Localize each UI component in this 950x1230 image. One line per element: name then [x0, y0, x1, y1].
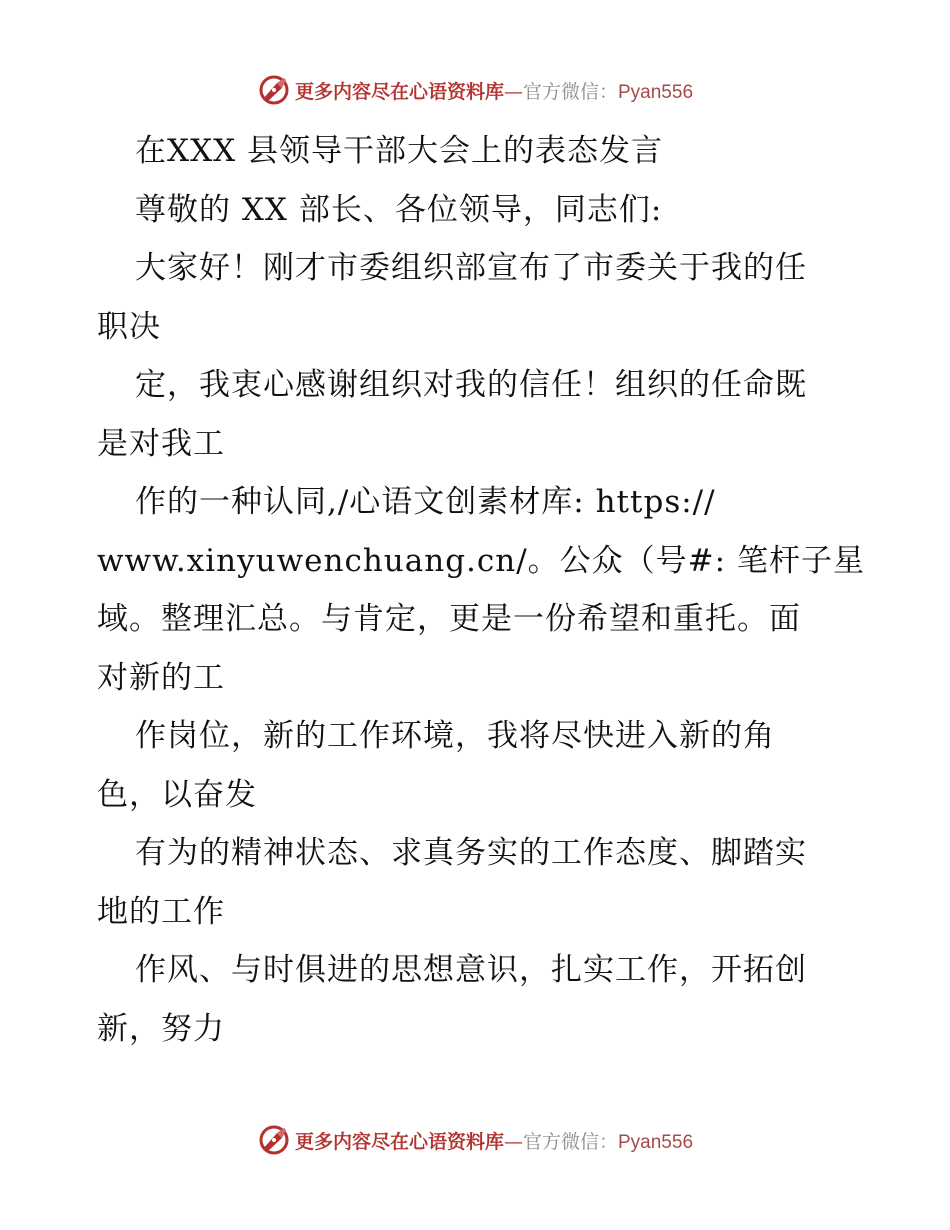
text-line: 对新的工 [97, 659, 225, 696]
text-line: 色，以奋发 [97, 776, 257, 813]
watermark-id: Pyan556 [618, 81, 694, 103]
text-line: 作岗位，新的工作环境，我将尽快进入新的角 [135, 718, 775, 754]
watermark-id: Pyan556 [618, 1131, 694, 1153]
watermark-brand: 更多内容尽在心语资料库 [294, 80, 504, 103]
footer-watermark [0, 1120, 950, 1160]
watermark-separator: — [503, 1130, 523, 1153]
text-line: 有为的精神状态、求真务实的工作态度、脚踏实 [135, 835, 807, 871]
salutation-line: 尊敬的 XX 部长、各位领导，同志们: [135, 191, 663, 228]
pen-nib-logo-icon [257, 1123, 291, 1157]
text-line: 域。整理汇总。与肯定，更是一份希望和重托。面 [97, 601, 801, 637]
text-line: 是对我工 [97, 425, 225, 462]
text-line: 定，我衷心感谢组织对我的信任！组织的任命既 [135, 367, 807, 403]
watermark-label: 官方微信： [522, 80, 618, 103]
watermark-label: 官方微信： [522, 1130, 618, 1153]
text-line: 作的一种认同,/心语文创素材库: https:// [135, 484, 716, 520]
text-line: 大家好！刚才市委组织部宣布了市委关于我的任 [135, 250, 807, 286]
watermark-separator: — [503, 80, 523, 103]
text-line: 地的工作 [97, 893, 225, 930]
pen-nib-logo-icon [257, 73, 291, 107]
document-body [97, 122, 865, 1058]
text-line: 职决 [97, 308, 161, 345]
header-watermark [0, 70, 950, 110]
watermark-text [295, 77, 693, 104]
text-line: 作风、与时俱进的思想意识，扎实工作，开拓创 [135, 952, 807, 988]
watermark-text [295, 1127, 693, 1154]
text-line: www.xinyuwenchuang.cn/。公众（号#: 笔杆子星 [97, 542, 865, 579]
text-line: 新，努力 [97, 1010, 225, 1047]
document-title: 在XXX 县领导干部大会上的表态发言 [135, 133, 664, 169]
watermark-brand: 更多内容尽在心语资料库 [294, 1130, 504, 1153]
